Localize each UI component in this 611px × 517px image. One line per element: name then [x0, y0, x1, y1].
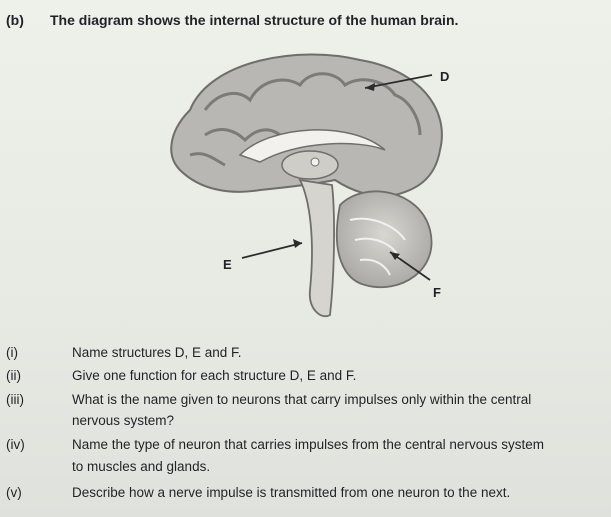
label-F: F — [433, 285, 441, 300]
subquestion-text: Describe how a nerve impulse is transmitted from one neuron to the next. — [72, 485, 511, 500]
subquestion-number: (iv) — [6, 437, 25, 452]
subquestion-iv — [6, 437, 606, 455]
question-intro: The diagram shows the internal structure of the human brain. — [50, 12, 459, 28]
subquestion-iii — [6, 392, 606, 410]
subquestion-text: Name the type of neuron that carries impulses from the central nervous system — [72, 437, 544, 452]
subquestion-text: Give one function for each structure D, E and F. — [72, 368, 357, 383]
part-label: (b) — [6, 12, 24, 28]
brain-diagram — [150, 40, 470, 330]
subquestion-number: (ii) — [6, 368, 21, 383]
cerebellum — [337, 191, 432, 287]
subquestion-i — [6, 345, 606, 363]
brainstem — [300, 180, 334, 316]
arrow-E — [242, 243, 302, 258]
subquestion-number: (iii) — [6, 392, 24, 407]
subquestion-iv-continued: to muscles and glands. — [72, 459, 211, 474]
subquestion-text: What is the name given to neurons that carry impulses only within the central — [72, 392, 532, 407]
thalamus — [282, 151, 338, 179]
subquestion-iii-continued: nervous system? — [72, 413, 175, 428]
subquestion-text: Name structures D, E and F. — [72, 345, 242, 360]
subquestion-ii — [6, 368, 606, 386]
label-E: E — [223, 257, 232, 272]
subquestion-number: (i) — [6, 345, 18, 360]
label-D: D — [440, 69, 450, 84]
subquestion-v — [6, 485, 606, 503]
subquestion-number: (v) — [6, 485, 22, 500]
